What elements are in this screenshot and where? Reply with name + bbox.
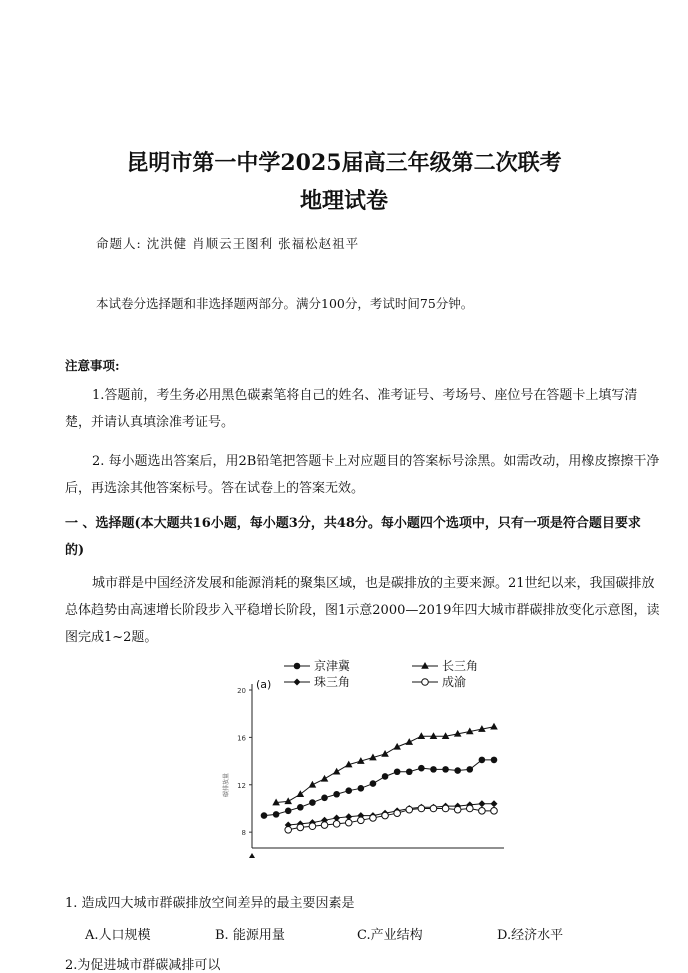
data-point (358, 817, 365, 824)
data-point (382, 812, 389, 819)
data-point (285, 808, 292, 815)
data-point (406, 806, 413, 813)
section-heading: 一 、选择题(本大题共16小题，每小题3分，共48分。每小题四个选项中，只有一项是符合题目要求的) (65, 516, 641, 558)
data-point (491, 808, 498, 815)
data-point (261, 812, 268, 819)
exam-subject: 地理试卷 (299, 188, 388, 214)
y-tick-label: 12 (237, 781, 246, 790)
question-2: 2.为促进城市群碳减排可以 (65, 958, 221, 973)
data-point (309, 799, 316, 806)
notice-heading: 注意事项: (65, 358, 120, 373)
data-point (345, 819, 352, 826)
data-point (333, 821, 340, 828)
data-point (491, 800, 498, 807)
panel-label: (a) (256, 678, 272, 691)
data-point (430, 766, 437, 773)
data-point (321, 822, 328, 829)
series-line-1 (276, 727, 494, 803)
question-1: 1. 造成四大城市群碳排放空间差异的最主要因素是 (65, 896, 355, 911)
y-axis-label: 碳排放量 (223, 772, 230, 798)
data-point (478, 800, 485, 807)
data-point (370, 815, 377, 822)
chart-svg (222, 656, 512, 866)
data-point (418, 805, 425, 812)
data-point (430, 805, 437, 812)
legend-label: 长三角 (442, 659, 479, 673)
data-point (370, 780, 377, 787)
data-point (405, 738, 413, 745)
data-point (297, 804, 304, 811)
data-point (333, 768, 341, 775)
data-point (490, 723, 498, 730)
data-point (297, 824, 304, 831)
notice-item-1: 1.答题前，考生务必用黑色碳素笔将自己的姓名、准考证号、考场号、座位号在答题卡上填写清楚，并请认真填涂准考证号。 (65, 388, 638, 430)
data-point (466, 805, 473, 812)
legend-label: 京津冀 (314, 659, 351, 673)
legend-marker (294, 679, 301, 686)
legend-label: 珠三角 (314, 675, 351, 689)
carbon-emission-chart (222, 656, 512, 866)
q1-option-a[interactable]: A.人口规模 (85, 928, 151, 943)
data-point (284, 797, 292, 804)
y-tick-label: 8 (241, 829, 246, 838)
data-point (321, 775, 329, 782)
data-point (442, 805, 449, 812)
axis-start-marker (249, 853, 255, 858)
legend-marker (422, 679, 429, 686)
legend-marker (421, 662, 429, 669)
data-point (273, 811, 280, 818)
data-point (394, 768, 401, 775)
section-passage: 城市群是中国经济发展和能源消耗的聚集区域，也是碳排放的主要来源。21世纪以来，我国碳排放总体趋势由高速增长阶段步入平稳增长阶段，图1示意2000—2019年四大城市群碳排放变化示意图，读图完成1~2题。 (65, 576, 660, 645)
data-point (309, 781, 317, 788)
legend-marker (294, 663, 301, 670)
data-point (454, 767, 461, 774)
q1-option-c[interactable]: C.产业结构 (357, 928, 423, 943)
data-point (418, 765, 425, 772)
data-point (394, 810, 401, 817)
data-point (491, 757, 498, 764)
q1-option-b[interactable]: B. 能源用量 (215, 928, 285, 943)
legend-label: 成渝 (442, 675, 467, 689)
data-point (297, 790, 305, 797)
data-point (430, 732, 438, 739)
data-point (479, 808, 486, 815)
notice-item-2: 2. 每小题选出答案后，用2B铅笔把答题卡上对应题目的答案标号涂黑。如需改动，用橡皮擦擦干净后，再选涂其他答案标号。答在试卷上的答案无效。 (65, 454, 660, 496)
data-point (466, 766, 473, 773)
exam-title: 昆明市第一中学2025届高三年级第二次联考 (126, 150, 562, 176)
exam-intro: 本试卷分选择题和非选择题两部分。满分100分，考试时间75分钟。 (96, 296, 474, 311)
q1-option-d[interactable]: D.经济水平 (497, 928, 564, 943)
data-point (321, 795, 328, 802)
data-point (442, 766, 449, 773)
data-point (381, 750, 389, 757)
data-point (285, 826, 292, 833)
data-point (454, 806, 461, 813)
data-point (406, 768, 413, 775)
data-point (358, 785, 365, 792)
data-point (382, 773, 389, 780)
data-point (479, 757, 486, 764)
data-point (418, 732, 426, 739)
exam-authors: 命题人: 沈洪健 肖顺云王图利 张福松赵祖平 (96, 236, 360, 251)
data-point (309, 823, 316, 830)
data-point (345, 787, 352, 794)
y-tick-label: 16 (237, 734, 246, 743)
y-tick-label: 20 (237, 687, 246, 695)
data-point (333, 791, 340, 798)
